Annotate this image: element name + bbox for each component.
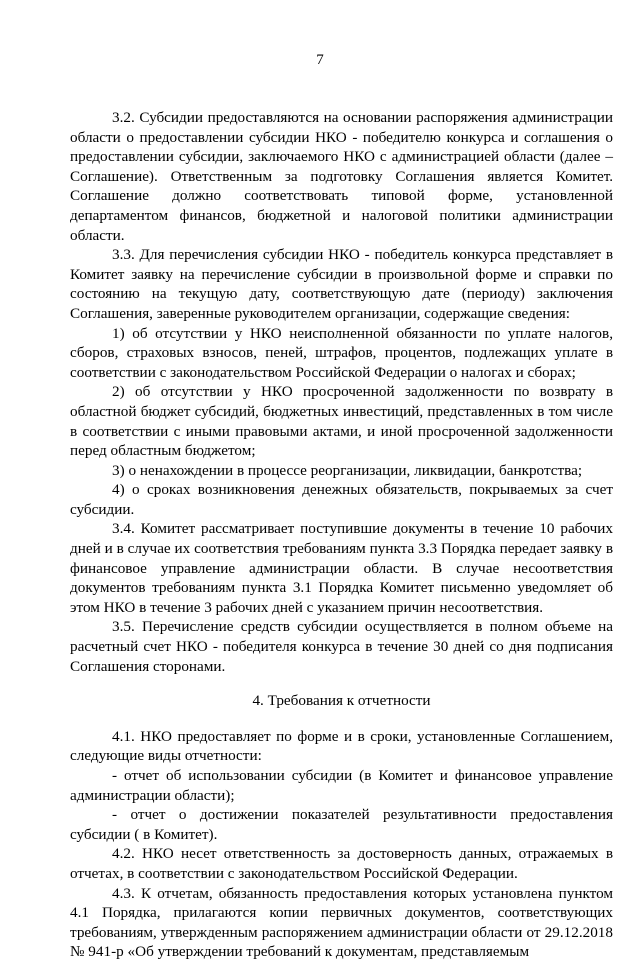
- page-number: 7: [316, 52, 324, 68]
- paragraph-3-3: 3.3. Для перечисления субсидии НКО - победитель конкурса представляет в Комитет заявку на перечисление субсидии в произвольной форме и справки по состоянию на текущую дату, соответствующую дате (периоду) заключения Соглашения, заверенные руководителем организации, содержащие сведения:: [70, 246, 613, 322]
- paragraph-4-3: 4.3. К отчетам, обязанность предоставления которых установлена пунктом 4.1 Порядка, прилагаются копии первичных документов, соответствующих требованиям, утвержденным распоряжением администрации области от 29.12.2018 № 941-р «Об утверждении требований к документам, представляемым: [70, 884, 613, 961]
- paragraph-4-1-item-a: - отчет об использовании субсидии (в Комитет и финансовое управление администрации области);: [70, 767, 613, 804]
- paragraph-3-5: 3.5. Перечисление средств субсидии осуществляется в полном объеме на расчетный счет НКО - победителя конкурса в течение 30 дней со дня подписания Соглашения сторонами.: [70, 618, 613, 675]
- paragraph-3-2: 3.2. Субсидии предоставляются на основании распоряжения администрации области о предоставлении субсидии НКО - победителю конкурса и соглашения о предоставлении субсидии, заключаемого НКО с администрацией области (далее – Соглашение). Ответственным за подготовку Соглашения является Комитет. Соглашение должно соответствовать типовой форме, установленной департаментом финансов, бюджетной и налоговой политики администрации области.: [70, 109, 613, 244]
- paragraph-3-4: 3.4. Комитет рассматривает поступившие документы в течение 10 рабочих дней и в случае их соответствия требованиям пункта 3.3 Порядка передает заявку в финансовое управление администрации области. В случае несоответствия документов требованиям пункта 3.1 Порядка Комитет письменно уведомляет об этом НКО в течение 3 рабочих дней с указанием причин несоответствия.: [70, 520, 613, 616]
- paragraph-3-3-item-3: 3) о ненахождении в процессе реорганизации, ликвидации, банкротства;: [112, 461, 583, 479]
- paragraph-3-3-item-2: 2) об отсутствии у НКО просроченной задолженности по возврату в областной бюджет субсидий, бюджетных инвестиций, представленных в том числе в соответствии с иными правовыми актами, и иной просроченной задолженности перед областным бюджетом;: [70, 383, 613, 460]
- document-body: [70, 108, 613, 962]
- paragraph-4-2: 4.2. НКО несет ответственность за достоверность данных, отражаемых в отчетах, в соответствии с законодательством Российской Федерации.: [70, 845, 613, 882]
- paragraph-4-1-item-b: - отчет о достижении показателей результативности предоставления субсидии ( в Комитет).: [70, 806, 613, 843]
- paragraph-4-1: 4.1. НКО предоставляет по форме и в сроки, установленные Соглашением, следующие виды отчетности:: [70, 727, 613, 765]
- paragraph-3-3-item-4: 4) о сроках возникновения денежных обязательств, покрываемых за счет субсидии.: [70, 481, 613, 518]
- paragraph-3-3-item-1: 1) об отсутствии у НКО неисполненной обязанности по уплате налогов, сборов, страховых взносов, пеней, штрафов, процентов, подлежащих уплате в соответствии с законодательством Российской Федерации о налогах и сборах;: [70, 324, 613, 381]
- section-4-heading: 4. Требования к отчетности: [252, 692, 431, 710]
